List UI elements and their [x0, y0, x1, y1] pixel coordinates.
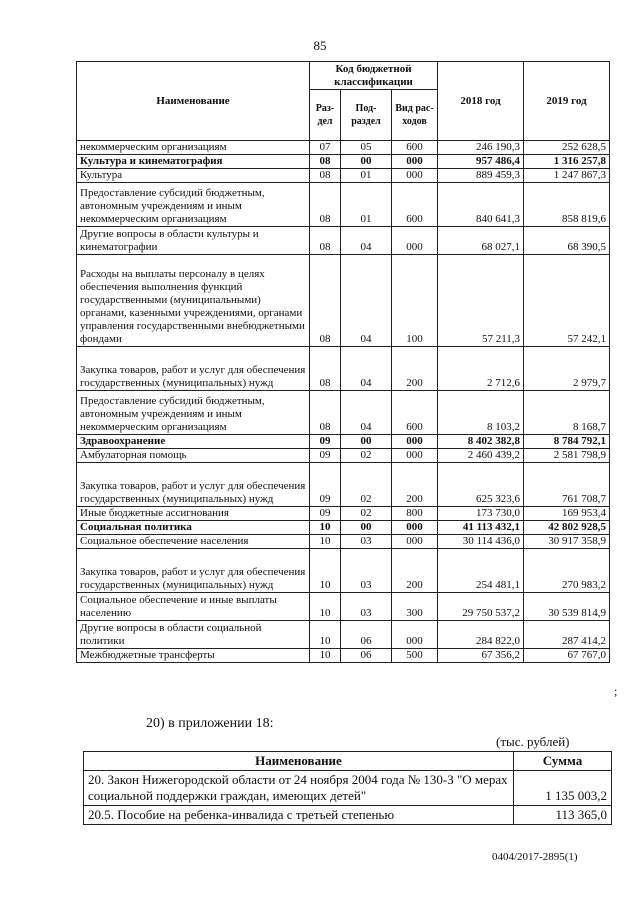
- row-expense-type: 000: [392, 169, 438, 183]
- header-2018: 2018 год: [438, 62, 524, 141]
- row-subsection: 03: [341, 549, 392, 593]
- row-value-2018: 2 460 439,2: [438, 449, 524, 463]
- row-value-2019: 8 168,7: [524, 391, 610, 435]
- row-subsection: 06: [341, 621, 392, 649]
- row-expense-type: 600: [392, 391, 438, 435]
- header-expense-type: Вид рас-ходов: [392, 90, 438, 141]
- row-expense-type: 200: [392, 347, 438, 391]
- row-expense-type: 000: [392, 621, 438, 649]
- appendix-line: 20) в приложении 18:: [146, 716, 274, 731]
- row-value-2019: 252 628,5: [524, 141, 610, 155]
- header-name: Наименование: [77, 62, 310, 141]
- row-expense-type: 200: [392, 549, 438, 593]
- table-row: [77, 649, 610, 663]
- summary-table-body: [84, 771, 612, 825]
- row-name: Другие вопросы в области культуры и кинематографии: [77, 227, 310, 255]
- row-section: 09: [310, 463, 341, 507]
- trailing-semicolon: ;: [614, 684, 618, 698]
- row-section: 10: [310, 549, 341, 593]
- summary-row-amount: 1 135 003,2: [514, 771, 612, 806]
- row-subsection: 04: [341, 255, 392, 347]
- row-section: 08: [310, 155, 341, 169]
- row-subsection: 03: [341, 535, 392, 549]
- row-name: Другие вопросы в области социальной политики: [77, 621, 310, 649]
- budget-table: [76, 61, 610, 663]
- budget-table-body: [77, 141, 610, 663]
- table-row: [77, 183, 610, 227]
- table-row: [77, 227, 610, 255]
- header-section: Раз-дел: [310, 90, 341, 141]
- row-section: 09: [310, 435, 341, 449]
- row-subsection: 02: [341, 463, 392, 507]
- row-expense-type: 100: [392, 255, 438, 347]
- row-name: Предоставление субсидий бюджетным, автономным учреждениям и иным некоммерческим организациям: [77, 183, 310, 227]
- table-row: [77, 435, 610, 449]
- row-name: некоммерческим организациям: [77, 141, 310, 155]
- row-value-2018: 8 103,2: [438, 391, 524, 435]
- row-section: 08: [310, 227, 341, 255]
- row-value-2019: 169 953,4: [524, 507, 610, 521]
- row-value-2018: 30 114 436,0: [438, 535, 524, 549]
- table-row: [77, 141, 610, 155]
- row-expense-type: 500: [392, 649, 438, 663]
- summary-row-name: 20.5. Пособие на ребенка-инвалида с третьей степенью: [84, 806, 514, 825]
- row-subsection: 02: [341, 507, 392, 521]
- table-row: [77, 347, 610, 391]
- row-value-2018: 957 486,4: [438, 155, 524, 169]
- table-row: [77, 255, 610, 347]
- document-number: 0404/2017-2895(1): [492, 851, 578, 863]
- row-value-2019: 2 581 798,9: [524, 449, 610, 463]
- row-value-2019: 858 819,6: [524, 183, 610, 227]
- row-name: Предоставление субсидий бюджетным, автономным учреждениям и иным некоммерческим организациям: [77, 391, 310, 435]
- table-row: [77, 621, 610, 649]
- row-expense-type: 600: [392, 183, 438, 227]
- page-number: 85: [313, 38, 327, 53]
- row-subsection: 00: [341, 155, 392, 169]
- row-name: Культура и кинематография: [77, 155, 310, 169]
- row-value-2019: 287 414,2: [524, 621, 610, 649]
- row-name: Культура: [77, 169, 310, 183]
- row-section: 10: [310, 649, 341, 663]
- row-value-2019: 270 983,2: [524, 549, 610, 593]
- row-subsection: 04: [341, 347, 392, 391]
- table-row: [77, 463, 610, 507]
- header-code-group: Код бюджетной классификации: [310, 62, 438, 90]
- row-value-2019: 30 917 358,9: [524, 535, 610, 549]
- row-section: 08: [310, 347, 341, 391]
- row-value-2019: 67 767,0: [524, 649, 610, 663]
- row-name: Расходы на выплаты персоналу в целях обеспечения выполнения функций государственными (муниципальными) органами, казенными учреждениями, органами управления государственными внебюджетными фондами: [77, 255, 310, 347]
- row-section: 10: [310, 621, 341, 649]
- row-value-2018: 889 459,3: [438, 169, 524, 183]
- row-expense-type: 600: [392, 141, 438, 155]
- table-row: [77, 169, 610, 183]
- row-value-2019: 42 802 928,5: [524, 521, 610, 535]
- row-value-2018: 57 211,3: [438, 255, 524, 347]
- table-row: [77, 391, 610, 435]
- table-row: [77, 521, 610, 535]
- row-name: Амбулаторная помощь: [77, 449, 310, 463]
- row-expense-type: 200: [392, 463, 438, 507]
- table-row: [77, 549, 610, 593]
- row-value-2018: 173 730,0: [438, 507, 524, 521]
- summary-row: [84, 806, 612, 825]
- row-name: Социальное обеспечение и иные выплаты населению: [77, 593, 310, 621]
- row-subsection: 03: [341, 593, 392, 621]
- row-section: 07: [310, 141, 341, 155]
- table-row: [77, 155, 610, 169]
- row-expense-type: 000: [392, 155, 438, 169]
- row-value-2019: 68 390,5: [524, 227, 610, 255]
- header-2019: 2019 год: [524, 62, 610, 141]
- row-value-2018: 2 712,6: [438, 347, 524, 391]
- row-section: 08: [310, 183, 341, 227]
- summary-header-amount: Сумма: [514, 752, 612, 771]
- summary-row-amount: 113 365,0: [514, 806, 612, 825]
- row-section: 10: [310, 535, 341, 549]
- row-subsection: 00: [341, 521, 392, 535]
- row-section: 10: [310, 593, 341, 621]
- units-note: (тыс. рублей): [496, 734, 570, 749]
- row-value-2018: 840 641,3: [438, 183, 524, 227]
- row-section: 08: [310, 255, 341, 347]
- row-expense-type: 300: [392, 593, 438, 621]
- header-subsection: Под-раздел: [341, 90, 392, 141]
- summary-row-name: 20. Закон Нижегородской области от 24 ноября 2004 года № 130-З "О мерах социальной поддержки граждан, имеющих детей": [84, 771, 514, 806]
- row-value-2019: 57 242,1: [524, 255, 610, 347]
- row-expense-type: 000: [392, 435, 438, 449]
- summary-header-name: Наименование: [84, 752, 514, 771]
- row-value-2019: 2 979,7: [524, 347, 610, 391]
- row-section: 09: [310, 449, 341, 463]
- row-name: Здравоохранение: [77, 435, 310, 449]
- row-section: 08: [310, 169, 341, 183]
- row-subsection: 05: [341, 141, 392, 155]
- row-value-2018: 68 027,1: [438, 227, 524, 255]
- row-expense-type: 000: [392, 535, 438, 549]
- row-expense-type: 000: [392, 521, 438, 535]
- row-value-2018: 246 190,3: [438, 141, 524, 155]
- row-value-2018: 284 822,0: [438, 621, 524, 649]
- summary-table: [83, 751, 612, 825]
- row-value-2019: 761 708,7: [524, 463, 610, 507]
- table-row: [77, 449, 610, 463]
- row-value-2018: 8 402 382,8: [438, 435, 524, 449]
- row-expense-type: 800: [392, 507, 438, 521]
- row-name: Социальная политика: [77, 521, 310, 535]
- row-value-2019: 8 784 792,1: [524, 435, 610, 449]
- row-section: 09: [310, 507, 341, 521]
- row-value-2018: 67 356,2: [438, 649, 524, 663]
- row-value-2018: 625 323,6: [438, 463, 524, 507]
- row-name: Закупка товаров, работ и услуг для обеспечения государственных (муниципальных) нужд: [77, 549, 310, 593]
- row-name: Социальное обеспечение населения: [77, 535, 310, 549]
- summary-row: [84, 771, 612, 806]
- table-row: [77, 535, 610, 549]
- row-value-2019: 1 316 257,8: [524, 155, 610, 169]
- row-name: Закупка товаров, работ и услуг для обеспечения государственных (муниципальных) нужд: [77, 347, 310, 391]
- row-name: Иные бюджетные ассигнования: [77, 507, 310, 521]
- row-value-2019: 1 247 867,3: [524, 169, 610, 183]
- row-subsection: 02: [341, 449, 392, 463]
- row-section: 08: [310, 391, 341, 435]
- row-subsection: 01: [341, 169, 392, 183]
- table-row: [77, 593, 610, 621]
- row-value-2018: 29 750 537,2: [438, 593, 524, 621]
- row-subsection: 06: [341, 649, 392, 663]
- row-subsection: 04: [341, 227, 392, 255]
- row-subsection: 04: [341, 391, 392, 435]
- row-expense-type: 000: [392, 227, 438, 255]
- row-subsection: 01: [341, 183, 392, 227]
- row-value-2018: 41 113 432,1: [438, 521, 524, 535]
- row-section: 10: [310, 521, 341, 535]
- row-name: Закупка товаров, работ и услуг для обеспечения государственных (муниципальных) нужд: [77, 463, 310, 507]
- row-value-2019: 30 539 814,9: [524, 593, 610, 621]
- row-subsection: 00: [341, 435, 392, 449]
- table-row: [77, 507, 610, 521]
- row-value-2018: 254 481,1: [438, 549, 524, 593]
- row-name: Межбюджетные трансферты: [77, 649, 310, 663]
- row-expense-type: 000: [392, 449, 438, 463]
